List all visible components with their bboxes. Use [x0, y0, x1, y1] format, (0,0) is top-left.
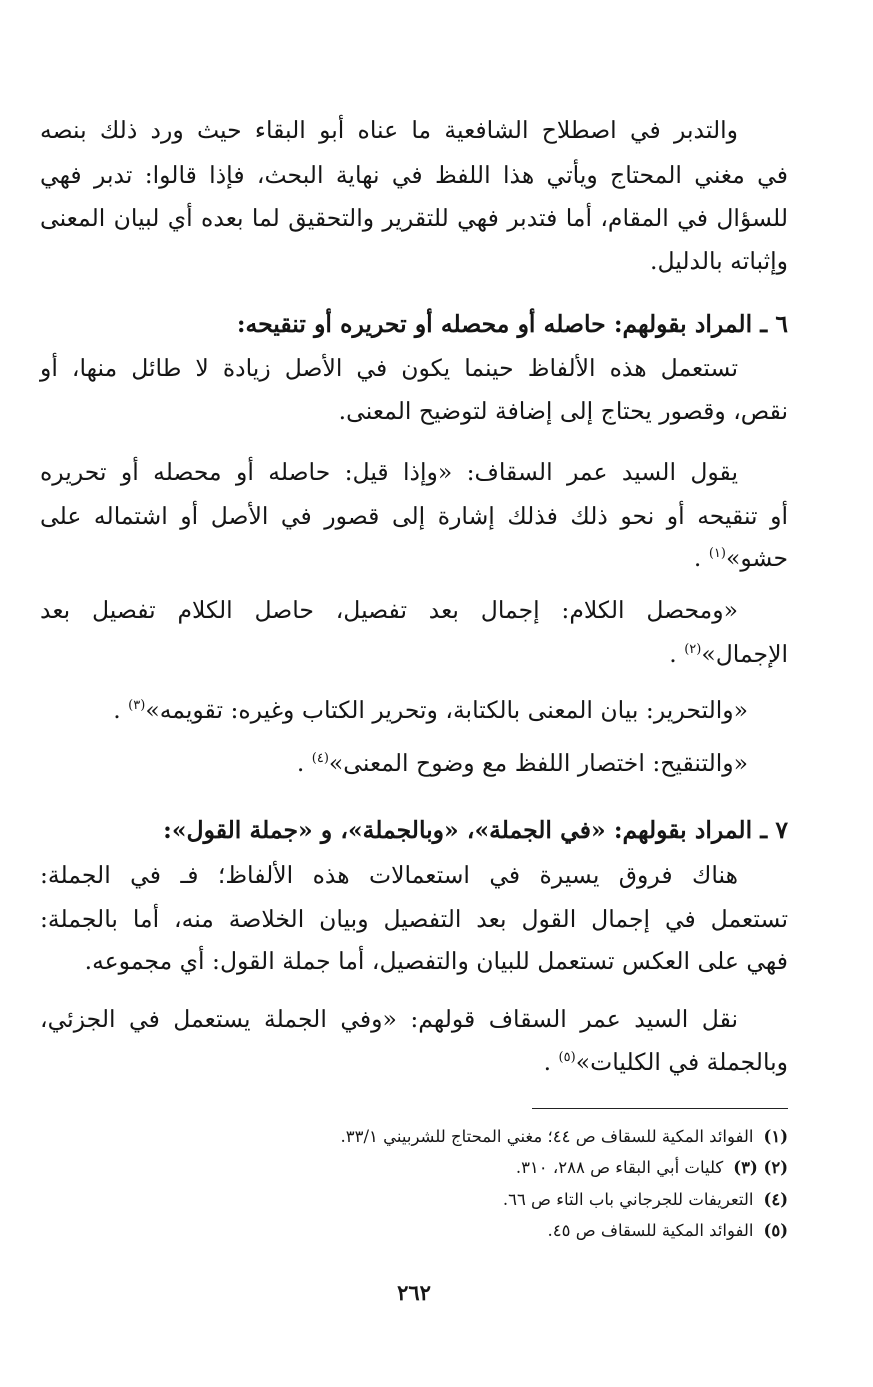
paragraph-line: تستعمل في إجمال القول بعد التفصيل وبيان الخلاصة منه، أما بالجملة:	[40, 905, 788, 933]
paragraph-line: حشو»$^{(١)}$ .	[693, 544, 788, 572]
footnote-text: كليات أبي البقاء ص ٢٨٨، ٣١٠.	[515, 1158, 724, 1177]
paragraph-line: وإثباته بالدليل.	[650, 247, 788, 275]
paragraph-line: هناك فروق يسيرة في استعمالات هذه الألفاظ؛ فـ في الجملة:	[40, 861, 738, 889]
footnote-ref: (٣)	[128, 698, 146, 714]
paragraph-line: تستعمل هذه الألفاظ حينما يكون في الأصل زيادة لا طائل منها، أو	[40, 354, 738, 382]
footnote	[503, 1185, 788, 1215]
footnote-text: الفوائد المكية للسقاف ص ٤٤؛ مغني المحتاج للشربيني ٣٣/١.	[340, 1127, 754, 1146]
footnote-ref: (١)	[708, 546, 726, 562]
paragraph-line: يقول السيد عمر السقاف: «وإذا قيل: حاصله أو محصله أو تحريره	[40, 458, 738, 486]
section-heading-6: ٦ ـ المراد بقولهم: حاصله أو محصله أو تحريره أو تنقيحه:	[236, 310, 788, 338]
footnote-text: الفوائد المكية للسقاف ص ٤٥.	[547, 1221, 754, 1240]
section-heading-7: ٧ ـ المراد بقولهم: «في الجملة»، «وبالجملة»، و «جملة القول»:	[163, 816, 788, 844]
paragraph-line: نقص، وقصور يحتاج إلى إضافة لتوضيح المعنى.	[338, 397, 788, 425]
paragraph-line: أو تنقيحه أو نحو ذلك فذلك إشارة إلى قصور في الأصل أو اشتماله على	[40, 502, 788, 530]
footnote	[516, 1153, 788, 1183]
footnote	[547, 1216, 788, 1246]
footnote-text: التعريفات للجرجاني باب التاء ص ٦٦.	[502, 1190, 754, 1209]
paragraph-line: والتدبر في اصطلاح الشافعية ما عناه أبو البقاء حيث ورد ذلك بنصه	[40, 116, 738, 144]
footnote-number: (٤)	[763, 1190, 788, 1209]
footnote-number: (٢) (٣)	[733, 1158, 788, 1177]
footnote-number: (٥)	[763, 1221, 788, 1240]
paragraph-line: للسؤال في المقام، أما فتدبر فهي للتقرير والتحقيق لما بعده أي لبيان المعنى	[40, 204, 788, 232]
paragraph-line: فهي على العكس تستعمل للبيان والتفصيل، أما جملة القول: أي مجموعه.	[84, 947, 788, 975]
footnote-divider	[532, 1108, 788, 1109]
paragraph-line: الإجمال»$^{(٢)}$ .	[669, 640, 788, 668]
footnote-ref: (٤)	[311, 751, 329, 767]
page-number: ٢٦٢	[397, 1280, 431, 1305]
paragraph-line: «ومحصل الكلام: إجمال بعد تفصيل، حاصل الكلام تفصيل بعد	[40, 596, 738, 624]
paragraph-line: نقل السيد عمر السقاف قولهم: «وفي الجملة يستعمل في الجزئي،	[40, 1005, 738, 1033]
footnote	[340, 1122, 788, 1152]
footnote-number: (١)	[763, 1127, 788, 1146]
paragraph-line: وبالجملة في الكليات»$^{(٥)}$ .	[543, 1048, 788, 1076]
paragraph-line: في مغني المحتاج ويأتي هذا اللفظ في نهاية البحث، فإذا قالوا: تدبر فهي	[40, 161, 788, 189]
paragraph-line: «والتنقيح: اختصار اللفظ مع وضوح المعنى»$^{(٤)}$ .	[296, 749, 748, 777]
paragraph-line: «والتحرير: بيان المعنى بالكتابة، وتحرير الكتاب وغيره: تقويمه»$^{(٣)}$ .	[113, 696, 748, 724]
footnote-ref: (٢)	[684, 642, 702, 658]
footnote-ref: (٥)	[558, 1050, 576, 1066]
